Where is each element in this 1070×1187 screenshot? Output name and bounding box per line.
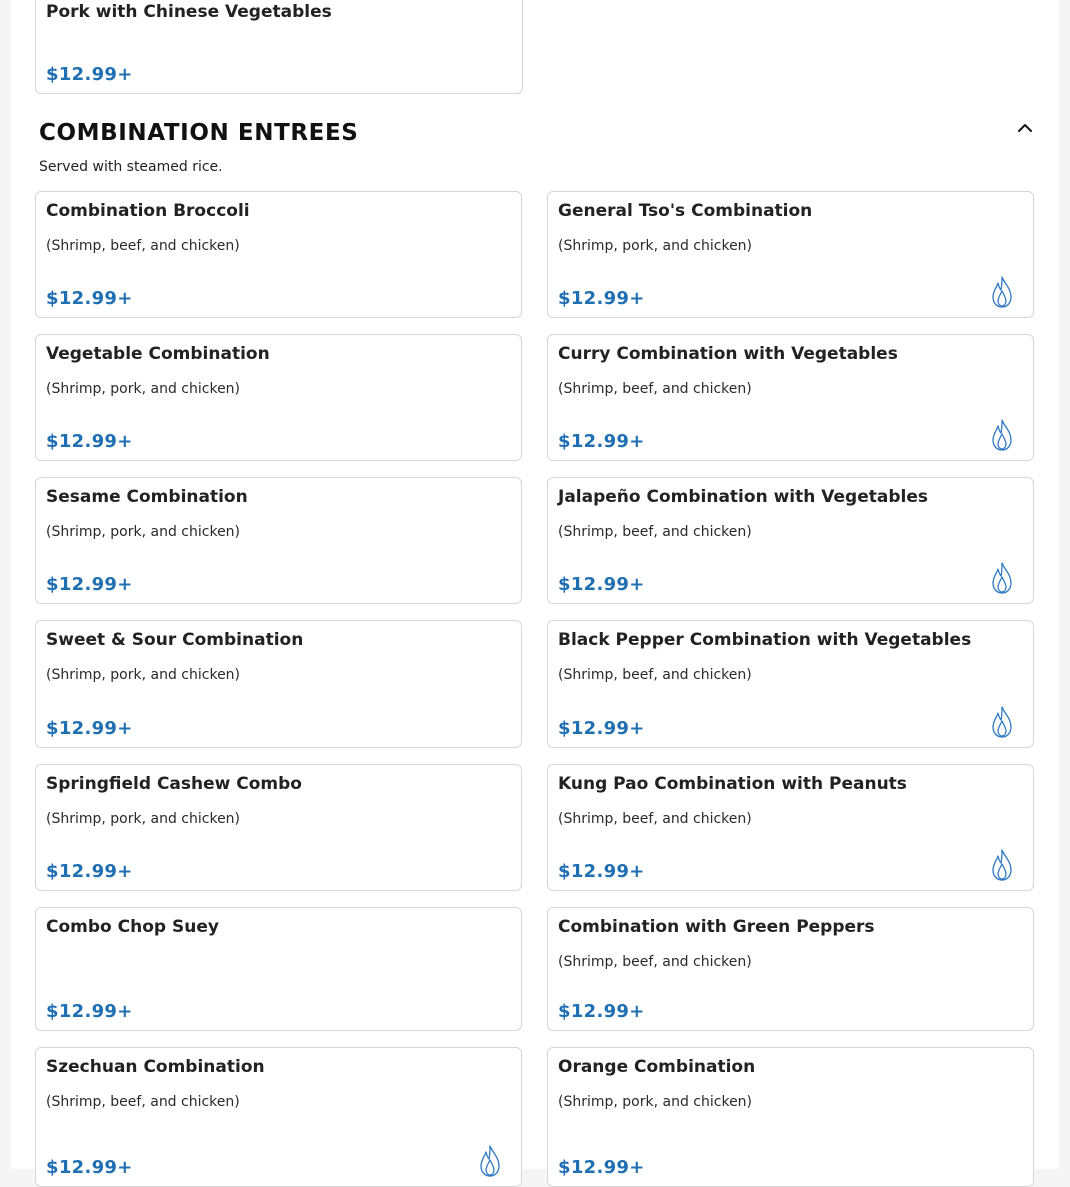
- menu-item-price: $12.99+: [558, 431, 645, 452]
- menu-item-card[interactable]: [547, 620, 1034, 748]
- menu-item-price: $12.99+: [46, 431, 133, 452]
- menu-item-card[interactable]: [35, 191, 522, 318]
- menu-item-description: (Shrimp, beef, and chicken): [558, 381, 752, 397]
- menu-item-price: $12.99+: [558, 288, 645, 309]
- menu-item-price: $12.99+: [46, 1001, 133, 1022]
- menu-item-card[interactable]: [35, 620, 522, 748]
- menu-item-description: (Shrimp, beef, and chicken): [558, 667, 752, 683]
- menu-item-description: (Shrimp, beef, and chicken): [558, 954, 752, 970]
- menu-item-description: (Shrimp, pork, and chicken): [558, 238, 753, 254]
- menu-item-card[interactable]: [547, 764, 1034, 891]
- menu-item-price: $12.99+: [46, 64, 133, 85]
- menu-item-price: $12.99+: [558, 718, 645, 739]
- menu-item-name: Sesame Combination: [46, 487, 248, 507]
- menu-item-price: $12.99+: [558, 574, 645, 595]
- section-collapse-button[interactable]: [1013, 118, 1037, 138]
- menu-item-description: (Shrimp, pork, and chicken): [46, 667, 241, 683]
- spicy-flame-icon: [989, 705, 1015, 739]
- menu-item-name: Sweet & Sour Combination: [46, 630, 304, 650]
- chevron-up-icon: [1013, 118, 1037, 138]
- menu-item-price: $12.99+: [558, 1157, 645, 1178]
- menu-item-card[interactable]: [547, 334, 1034, 461]
- menu-item-description: (Shrimp, beef, and chicken): [558, 811, 752, 827]
- menu-item-name: Curry Combination with Vegetables: [558, 344, 898, 364]
- menu-item-price: $12.99+: [558, 861, 645, 882]
- menu-item-description: (Shrimp, pork, and chicken): [46, 524, 241, 540]
- menu-item-card[interactable]: [35, 0, 523, 94]
- menu-item-card[interactable]: [35, 907, 522, 1031]
- menu-item-name: Black Pepper Combination with Vegetables: [558, 630, 972, 650]
- spicy-flame-icon: [989, 848, 1015, 882]
- section-title: COMBINATION ENTREES: [39, 120, 359, 146]
- menu-item-card[interactable]: [35, 1047, 522, 1187]
- menu-item-name: Pork with Chinese Vegetables: [46, 2, 332, 22]
- menu-item-card[interactable]: [547, 477, 1034, 604]
- menu-item-price: $12.99+: [46, 574, 133, 595]
- menu-item-price: $12.99+: [46, 861, 133, 882]
- menu-item-price: $12.99+: [46, 718, 133, 739]
- menu-item-description: (Shrimp, pork, and chicken): [46, 811, 241, 827]
- spicy-flame-icon: [989, 561, 1015, 595]
- spicy-flame-icon: [989, 418, 1015, 452]
- menu-item-name: General Tso's Combination: [558, 201, 813, 221]
- menu-item-name: Jalapeño Combination with Vegetables: [558, 487, 928, 507]
- menu-item-card[interactable]: [35, 764, 522, 891]
- spicy-flame-icon: [989, 275, 1015, 309]
- menu-item-name: Vegetable Combination: [46, 344, 270, 364]
- menu-item-price: $12.99+: [46, 1157, 133, 1178]
- menu-item-description: (Shrimp, pork, and chicken): [46, 381, 241, 397]
- spicy-flame-icon: [477, 1144, 503, 1178]
- menu-item-description: (Shrimp, beef, and chicken): [46, 1094, 240, 1110]
- menu-item-card[interactable]: [35, 334, 522, 461]
- menu-item-name: Combination with Green Peppers: [558, 917, 875, 937]
- menu-item-description: (Shrimp, pork, and chicken): [558, 1094, 753, 1110]
- menu-item-name: Combo Chop Suey: [46, 917, 219, 937]
- section-subtitle: Served with steamed rice.: [39, 159, 223, 175]
- menu-item-description: (Shrimp, beef, and chicken): [46, 238, 240, 254]
- menu-item-card[interactable]: [547, 191, 1034, 318]
- menu-item-name: Szechuan Combination: [46, 1057, 265, 1077]
- menu-item-name: Kung Pao Combination with Peanuts: [558, 774, 907, 794]
- menu-item-card[interactable]: [547, 907, 1034, 1031]
- menu-item-card[interactable]: [35, 477, 522, 604]
- menu-item-card[interactable]: [547, 1047, 1034, 1187]
- menu-item-name: Orange Combination: [558, 1057, 756, 1077]
- menu-item-description: (Shrimp, beef, and chicken): [558, 524, 752, 540]
- menu-item-price: $12.99+: [46, 288, 133, 309]
- menu-item-name: Combination Broccoli: [46, 201, 250, 221]
- menu-item-price: $12.99+: [558, 1001, 645, 1022]
- menu-item-name: Springfield Cashew Combo: [46, 774, 302, 794]
